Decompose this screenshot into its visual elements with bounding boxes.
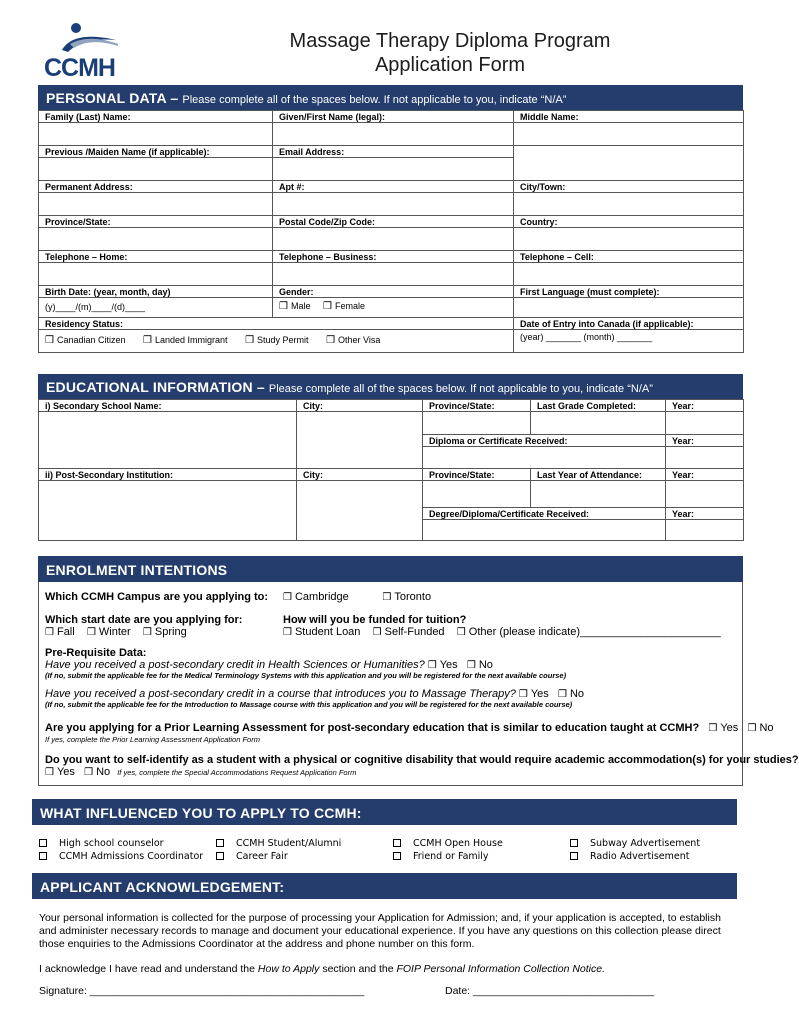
secondary-year-label: Year: bbox=[666, 400, 744, 412]
accommodation-no-option[interactable]: ❒ No bbox=[84, 766, 111, 778]
accommodation-note: If yes, complete the Special Accommodations Request Application Form bbox=[117, 768, 357, 777]
entry-date-field[interactable]: (year) _______ (month) _______ bbox=[514, 330, 744, 353]
tel-business-label: Telephone – Business: bbox=[273, 251, 514, 263]
checkbox-icon bbox=[216, 852, 224, 860]
checkbox-icon: ❒ bbox=[518, 689, 528, 700]
start-spring-option[interactable]: ❒ Spring bbox=[142, 626, 187, 638]
prereq-2-no-option[interactable]: ❒ No bbox=[557, 688, 584, 700]
influence-column-4 bbox=[570, 838, 700, 862]
checkbox-icon: ❒ bbox=[708, 723, 718, 734]
education-header bbox=[38, 374, 743, 400]
checkbox-icon bbox=[393, 839, 401, 847]
prereq-2-yes-option[interactable]: ❒ Yes bbox=[518, 688, 549, 700]
personal-data-table bbox=[38, 110, 744, 353]
residency-landed-immigrant[interactable]: ❒ Landed Immigrant bbox=[143, 335, 228, 346]
gender-label: Gender: bbox=[273, 286, 514, 298]
city-field[interactable] bbox=[514, 193, 744, 216]
gender-female-option[interactable]: ❒ Female bbox=[323, 301, 365, 312]
family-name-label: Family (Last) Name: bbox=[39, 111, 273, 123]
pla-yes-option[interactable]: ❒ Yes bbox=[708, 722, 739, 734]
email-label-spacer bbox=[514, 146, 744, 158]
ack-how-to-apply: How to Apply bbox=[257, 963, 320, 975]
postal-label: Postal Code/Zip Code: bbox=[273, 216, 514, 228]
start-date-question: Which start date are you applying for: bbox=[45, 614, 243, 626]
degree-year-label: Year: bbox=[666, 507, 744, 519]
checkbox-icon: ❒ bbox=[323, 301, 332, 312]
residency-canadian-citizen[interactable]: ❒ Canadian Citizen bbox=[45, 335, 126, 346]
gender-male-option[interactable]: ❒ Male bbox=[279, 301, 311, 312]
pla-question bbox=[45, 722, 774, 734]
post-secondary-city-field[interactable] bbox=[297, 481, 423, 541]
postal-field[interactable] bbox=[273, 228, 514, 251]
post-secondary-field[interactable] bbox=[39, 481, 297, 541]
checkbox-icon: ❒ bbox=[142, 627, 152, 638]
ccmh-logo bbox=[44, 20, 124, 80]
language-label: First Language (must complete): bbox=[514, 286, 744, 298]
checkbox-icon: ❒ bbox=[557, 689, 567, 700]
influence-option-friend-family[interactable]: Friend or Family bbox=[393, 851, 503, 862]
post-secondary-province-label: Province/State: bbox=[423, 469, 531, 481]
residency-label: Residency Status: bbox=[39, 318, 514, 330]
education-instructions: Please complete all of the spaces below. If not applicable to you, indicate “N/A” bbox=[268, 383, 653, 395]
tel-cell-label: Telephone – Cell: bbox=[514, 251, 744, 263]
residency-options bbox=[39, 330, 514, 353]
diploma-year-field[interactable] bbox=[666, 447, 744, 469]
influence-option-subway-ad[interactable]: Subway Advertisement bbox=[570, 838, 700, 849]
given-name-label: Given/First Name (legal): bbox=[273, 111, 514, 123]
last-year-label: Last Year of Attendance: bbox=[531, 469, 666, 481]
diploma-label: Diploma or Certificate Received: bbox=[423, 434, 666, 446]
post-secondary-year-label: Year: bbox=[666, 469, 744, 481]
campus-options bbox=[283, 591, 431, 603]
secondary-city-label: City: bbox=[297, 400, 423, 412]
secondary-school-field[interactable] bbox=[39, 412, 297, 469]
start-fall-option[interactable]: ❒ Fall bbox=[45, 626, 75, 638]
ack-text-1: I acknowledge I have read and understand the bbox=[39, 963, 255, 975]
ack-foip-notice: FOIP Personal Information Collection Notice. bbox=[396, 963, 606, 975]
checkbox-icon: ❒ bbox=[86, 627, 96, 638]
middle-name-label: Middle Name: bbox=[514, 111, 744, 123]
accommodation-question: Do you want to self-identify as a student with a physical or cognitive disability that would require academic accommodation(s) for your studies? bbox=[45, 754, 799, 766]
middle-name-field[interactable] bbox=[514, 123, 744, 146]
influence-column-3 bbox=[393, 838, 503, 862]
apt-label: Apt #: bbox=[273, 181, 514, 193]
family-name-field[interactable] bbox=[39, 123, 273, 146]
entry-date-label: Date of Entry into Canada (if applicable): bbox=[514, 318, 744, 330]
pla-question-text: Are you applying for a Prior Learning Assessment for post-secondary education that is similar to education taught at CCMH? bbox=[45, 722, 700, 734]
influence-option-radio-ad[interactable]: Radio Advertisement bbox=[570, 851, 700, 862]
checkbox-icon: ❒ bbox=[279, 301, 288, 312]
checkbox-icon bbox=[39, 839, 47, 847]
given-name-field[interactable] bbox=[273, 123, 514, 146]
influence-column-2 bbox=[216, 838, 341, 862]
accommodation-options bbox=[45, 766, 356, 778]
secondary-province-label: Province/State: bbox=[423, 400, 531, 412]
checkbox-icon bbox=[570, 839, 578, 847]
prereq-question-2 bbox=[45, 688, 584, 700]
degree-field[interactable] bbox=[423, 520, 666, 541]
accommodation-yes-option[interactable]: ❒ Yes bbox=[45, 766, 75, 778]
influence-column-1 bbox=[39, 838, 203, 862]
checkbox-icon: ❒ bbox=[283, 627, 292, 638]
tel-home-field[interactable] bbox=[39, 263, 273, 286]
apt-field[interactable] bbox=[273, 193, 514, 216]
signature-field[interactable]: Signature: _______________________________________________ bbox=[39, 985, 365, 997]
campus-toronto-option[interactable]: ❒ Toronto bbox=[382, 591, 432, 603]
start-date-options bbox=[45, 626, 187, 638]
country-field[interactable] bbox=[514, 228, 744, 251]
checkbox-icon: ❒ bbox=[45, 335, 54, 346]
degree-year-field[interactable] bbox=[666, 520, 744, 541]
city-label: City/Town: bbox=[514, 181, 744, 193]
pla-no-option[interactable]: ❒ No bbox=[747, 722, 774, 734]
enrolment-header bbox=[38, 556, 743, 582]
enrolment-title: ENROLMENT INTENTIONS bbox=[46, 562, 228, 578]
residency-other-visa[interactable]: ❒ Other Visa bbox=[326, 335, 381, 346]
logo-text: CCMH bbox=[44, 54, 115, 82]
checkbox-icon: ❒ bbox=[456, 627, 466, 638]
checkbox-icon: ❒ bbox=[283, 592, 292, 603]
prereq-1-no-option[interactable]: ❒ No bbox=[466, 659, 493, 671]
last-grade-field[interactable] bbox=[531, 412, 666, 435]
secondary-year-field[interactable] bbox=[666, 412, 744, 435]
funding-self-funded-option[interactable]: ❒ Self-Funded bbox=[372, 626, 445, 638]
prereq-question-1 bbox=[45, 659, 493, 671]
page-title: Massage Therapy Diploma Program bbox=[289, 30, 611, 52]
post-secondary-year-field[interactable] bbox=[666, 481, 744, 508]
previous-name-label: Previous /Maiden Name (if applicable): bbox=[39, 146, 273, 158]
prereq-note-1: (If no, submit the applicable fee for the Medical Terminology Systems with this application and you will be registered for the next available course) bbox=[45, 671, 567, 680]
last-year-field[interactable] bbox=[531, 481, 666, 508]
checkbox-icon bbox=[39, 852, 47, 860]
personal-data-header bbox=[38, 85, 743, 111]
birth-label: Birth Date: (year, month, day) bbox=[39, 286, 273, 298]
prereq-note-2: (If no, submit the applicable fee for the Introduction to Massage course with this application and you will be registered for the next available course) bbox=[45, 700, 573, 709]
funding-options bbox=[283, 626, 721, 638]
influence-option-open-house[interactable]: CCMH Open House bbox=[393, 838, 503, 849]
influence-option-career-fair[interactable]: Career Fair bbox=[216, 851, 341, 862]
degree-label: Degree/Diploma/Certificate Received: bbox=[423, 507, 666, 519]
campus-question: Which CCMH Campus are you applying to: bbox=[45, 591, 269, 603]
funding-student-loan-option[interactable]: ❒ Student Loan bbox=[283, 626, 361, 638]
tel-cell-field[interactable] bbox=[514, 263, 744, 286]
checkbox-icon: ❒ bbox=[427, 660, 437, 671]
influence-option-admissions-coordinator[interactable]: CCMH Admissions Coordinator bbox=[39, 851, 203, 862]
ack-text-2: section and the bbox=[322, 963, 394, 975]
funding-other-option[interactable]: ❒ Other (please indicate)_______________________ bbox=[456, 626, 721, 638]
diploma-field[interactable] bbox=[423, 447, 666, 469]
education-table bbox=[38, 399, 744, 541]
funding-question: How will you be funded for tuition? bbox=[283, 614, 467, 626]
secondary-city-field[interactable] bbox=[297, 412, 423, 469]
email-field-extension[interactable] bbox=[514, 158, 744, 181]
checkbox-icon bbox=[570, 852, 578, 860]
residency-study-permit[interactable]: ❒ Study Permit bbox=[245, 335, 309, 346]
acknowledgement-header bbox=[32, 873, 737, 899]
last-grade-label: Last Grade Completed: bbox=[531, 400, 666, 412]
province-label: Province/State: bbox=[39, 216, 273, 228]
gender-field bbox=[273, 298, 514, 318]
personal-data-title: PERSONAL DATA – bbox=[46, 90, 179, 106]
page-subtitle: Application Form bbox=[374, 54, 526, 76]
address-field[interactable] bbox=[39, 193, 273, 216]
checkbox-icon bbox=[216, 839, 224, 847]
checkbox-icon: ❒ bbox=[466, 660, 476, 671]
secondary-province-field[interactable] bbox=[423, 412, 531, 435]
checkbox-icon: ❒ bbox=[143, 335, 152, 346]
checkbox-icon: ❒ bbox=[382, 592, 392, 603]
post-secondary-label: ii) Post-Secondary Institution: bbox=[39, 469, 297, 481]
prereq-1-yes-option[interactable]: ❒ Yes bbox=[427, 659, 458, 671]
tel-business-field[interactable] bbox=[273, 263, 514, 286]
province-field[interactable] bbox=[39, 228, 273, 251]
checkbox-icon: ❒ bbox=[372, 627, 382, 638]
post-secondary-city-label: City: bbox=[297, 469, 423, 481]
post-secondary-province-field[interactable] bbox=[423, 481, 531, 508]
influence-header bbox=[32, 799, 737, 825]
diploma-year-label: Year: bbox=[666, 434, 744, 446]
email-field[interactable] bbox=[273, 158, 514, 181]
tel-home-label: Telephone – Home: bbox=[39, 251, 273, 263]
checkbox-icon: ❒ bbox=[747, 723, 757, 734]
birth-field[interactable]: (y)____/(m)____/(d)____ bbox=[39, 298, 273, 318]
prereq-question-1-text: Have you received a post-secondary credit in Health Sciences or Humanities? bbox=[45, 659, 425, 671]
checkbox-icon: ❒ bbox=[45, 627, 54, 638]
influence-title: WHAT INFLUENCED YOU TO APPLY TO CCMH: bbox=[40, 805, 362, 821]
personal-data-instructions: Please complete all of the spaces below. If not applicable to you, indicate “N/A” bbox=[182, 94, 567, 106]
influence-option-high-school-counselor[interactable]: High school counselor bbox=[39, 838, 203, 849]
pla-note: If yes, complete the Prior Learning Assessment Application Form bbox=[45, 735, 260, 744]
country-label: Country: bbox=[514, 216, 744, 228]
acknowledgement-title: APPLICANT ACKNOWLEDGEMENT: bbox=[40, 879, 285, 895]
start-winter-option[interactable]: ❒ Winter bbox=[86, 626, 131, 638]
checkbox-icon: ❒ bbox=[245, 335, 255, 346]
previous-name-field[interactable] bbox=[39, 158, 273, 181]
acknowledgement-statement bbox=[39, 963, 605, 975]
checkbox-icon bbox=[393, 852, 401, 860]
prereq-question-2-text: Have you received a post-secondary credit in a course that introduces you to Massage Therapy? bbox=[45, 688, 516, 700]
privacy-notice: Your personal information is collected for the purpose of processing your Application for Admission; and, if your application is accepted, to establish and administer necessary records to manage and document your educational experience. If you have any questions on this collection please direct those enquiries to the Admissions Coordinator at the address and phone number on this form. bbox=[39, 912, 721, 950]
address-label: Permanent Address: bbox=[39, 181, 273, 193]
campus-cambridge-option[interactable]: ❒ Cambridge bbox=[283, 591, 349, 603]
secondary-school-label: i) Secondary School Name: bbox=[39, 400, 297, 412]
date-field[interactable]: Date: _______________________________ bbox=[445, 985, 655, 997]
prereq-heading: Pre-Requisite Data: bbox=[45, 647, 147, 659]
influence-option-student-alumni[interactable]: CCMH Student/Alumni bbox=[216, 838, 341, 849]
checkbox-icon: ❒ bbox=[45, 767, 54, 778]
language-field[interactable] bbox=[514, 298, 744, 318]
checkbox-icon: ❒ bbox=[84, 767, 94, 778]
email-label: Email Address: bbox=[273, 146, 514, 158]
education-title: EDUCATIONAL INFORMATION – bbox=[46, 379, 265, 395]
checkbox-icon: ❒ bbox=[326, 335, 336, 346]
